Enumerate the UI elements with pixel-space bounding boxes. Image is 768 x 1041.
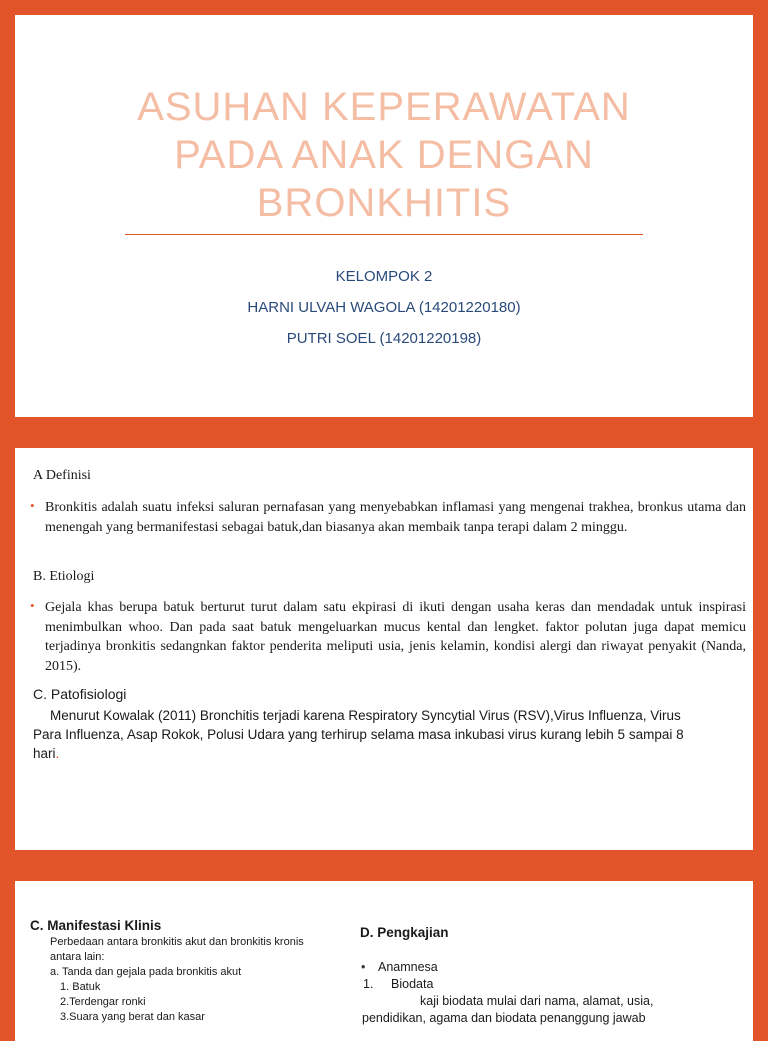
bullet-icon: •	[30, 498, 35, 513]
manifestasi-item-2: 2.Terdengar ronki	[60, 996, 146, 1008]
title-divider	[125, 234, 643, 235]
bullet-definisi	[30, 498, 746, 537]
biodata-number: 1.	[363, 977, 374, 991]
title-line-2: PADA ANAK DENGAN	[174, 133, 594, 177]
manifestasi-item-a: a. Tanda dan gejala pada bronkitis akut	[50, 966, 242, 978]
slide-title	[15, 83, 753, 227]
group-label: KELOMPOK 2	[335, 268, 433, 285]
title-line-3: BRONKHITIS	[256, 181, 512, 225]
heading-patofisiologi: C. Patofisiologi	[33, 686, 127, 702]
title-slide	[15, 15, 753, 417]
biodata-desc-1: kaji biodata mulai dari nama, alamat, usia,	[420, 994, 654, 1008]
patofisiologi-line-2: Para Influenza, Asap Rokok, Polusi Udara yang terhirup selama masa inkubasi virus kurang lebih 5 sampai 8	[33, 727, 684, 742]
title-line-1: ASUHAN KEPERAWATAN	[137, 85, 631, 129]
content-slide-2	[15, 881, 753, 1041]
manifestasi-item-3: 3.Suara yang berat dan kasar	[60, 1011, 205, 1023]
bullet-icon: •	[361, 960, 366, 974]
manifestasi-intro-2: antara lain:	[50, 951, 105, 963]
anamnesa-label: Anamnesa	[378, 960, 438, 974]
text-patofisiologi	[33, 706, 745, 763]
bullet-etiologi	[30, 598, 746, 676]
bullet-icon: •	[30, 598, 35, 613]
text-definisi: Bronkitis adalah suatu infeksi saluran pernafasan yang menyebabkan inflamasi yang mengenai trakhea, bronkus utama dan menengah yang bermanifestasi sebagai batuk,dan biasanya akan membaik tanpa terapi dalam 2 minggu.	[45, 500, 746, 535]
heading-definisi: A Definisi	[33, 468, 91, 483]
heading-pengkajian: D. Pengkajian	[360, 925, 449, 940]
patofisiologi-period: .	[55, 746, 60, 761]
anamnesa-bullet	[361, 960, 365, 974]
biodata-label: Biodata	[391, 977, 434, 991]
member-2: PUTRI SOEL (14201220198)	[286, 330, 482, 347]
text-etiologi: Gejala khas berupa batuk berturut turut dalam satu ekpirasi di ikuti dengan usaha keras dan mendadak untuk inspirasi menimbulkan whoo. Dan pada saat batuk mengeluarkan mucus kental dan lengket. faktor polutan juga dapat memicu terjadinya bronkitis sedangnkan faktor penderita meliputi usia, jenis kelamin, kondisi alergi dan riwayat penyakit (Nanda, 2015).	[45, 600, 746, 674]
biodata-desc-2: pendidikan, agama dan biodata penanggung jawab	[362, 1011, 646, 1025]
manifestasi-intro-1: Perbedaan antara bronkitis akut dan bronkitis kronis	[50, 936, 304, 948]
patofisiologi-line-3: hari	[33, 746, 56, 761]
heading-manifestasi: C. Manifestasi Klinis	[30, 918, 162, 933]
heading-etiologi: B. Etiologi	[33, 569, 95, 584]
manifestasi-item-1: 1. Batuk	[60, 981, 101, 993]
member-1: HARNI ULVAH WAGOLA (14201220180)	[247, 299, 521, 316]
content-slide-1	[15, 448, 753, 850]
patofisiologi-line-1: Menurut Kowalak (2011) Bronchitis terjadi karena Respiratory Syncytial Virus (RSV),Virus Influenza, Virus	[50, 708, 681, 723]
